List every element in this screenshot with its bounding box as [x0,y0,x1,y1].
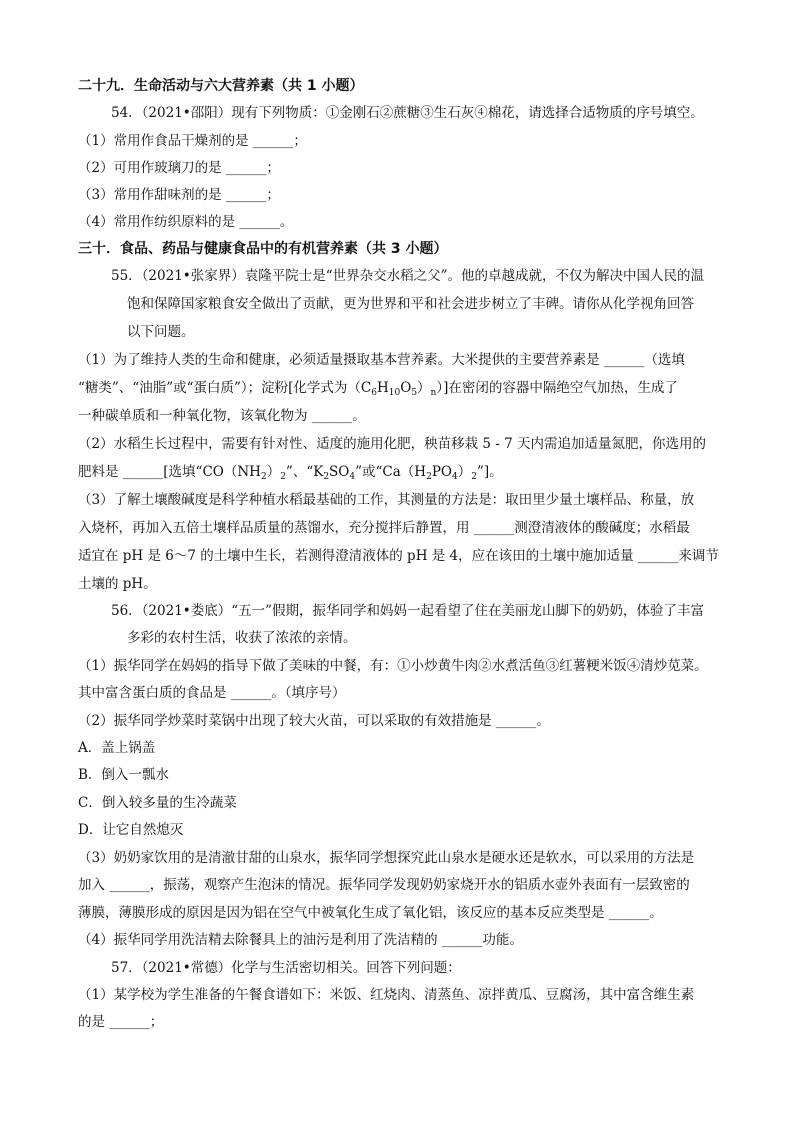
question-55-stem-line-3: 以下问题。 [127,324,195,340]
question-55-part-3-line-1: （3）了解土壤酸碱度是科学种植水稻最基础的工作，其测量的方法是：取田里少量土壤样品、称量，放 [78,492,695,508]
question-54-stem: 54．（2021•邵阳）现有下列物质：①金刚石②蔗糖③生石灰④棉花，请选择合适物质的序号填空。 [111,105,704,121]
question-55-stem-line-1: 55．（2021•张家界）袁隆平院士是“世界杂交水稻之父”。他的卓越成就，不仅为解决中国人民的温 [111,268,705,284]
question-56-part-3-line-3: 薄膜，薄膜形成的原因是因为铝在空气中被氧化生成了氧化铝，该反应的基本反应类型是 ______。 [78,905,663,921]
question-54-part-4: （4）常用作纺织原料的是 ______。 [78,214,294,230]
question-57-stem: 57．（2021•常德）化学与生活密切相关。回答下列问题： [111,960,461,976]
question-54-part-3: （3）常用作甜味剂的是 ______； [78,187,280,203]
question-56-part-4: （4）振华同学用洗洁精去除餐具上的油污是利用了洗洁精的 ______功能。 [78,932,523,948]
question-56-part-2: （2）振华同学炒菜时菜锅中出现了较大火苗，可以采取的有效措施是 ______。 [78,713,550,729]
question-56-part-3-line-1: （3）奶奶家饮用的是清澈甘甜的山泉水，振华同学想探究此山泉水是硬水还是软水，可以采用的方法是 [78,850,695,866]
question-57-part-1-line-2: 的是 ______； [78,1014,164,1030]
question-56-part-1-line-1: （1）振华同学在妈妈的指导下做了美味的中餐，有：①小炒黄牛肉②水煮活鱼③红薯粳米饭④清炒苋菜。 [78,658,708,674]
question-55-part-1-line-2: “糖类”、“油脂”或“蛋白质”）；淀粉[化学式为$(C_6H_{10}O_5)_n$）]在密闭的容器中隔绝空气加热，生成了 [78,380,678,398]
question-56-option-a: A．盖上锅盖 [78,740,156,756]
question-57-part-1-line-1: （1）某学校为学生准备的午餐食谱如下：米饭、红烧肉、清蒸鱼、凉拌黄瓜、豆腐汤，其中富含维生素 [78,987,695,1003]
question-56-stem-line-1: 56．（2021•娄底）“五一”假期，振华同学和妈妈一起看望了住在美丽龙山脚下的奶奶，体验了丰富 [111,603,705,619]
section-heading-30: 三十．食品、药品与健康食品中的有机营养素（共 3 小题） [78,241,448,257]
question-56-option-c: C．倒入较多量的生冷蔬菜 [78,795,237,811]
question-56-option-b: B．倒入一瓢水 [78,767,169,783]
question-55-part-1-line-3: 一种碳单质和一种氧化物，该氧化物为 ______。 [78,408,366,424]
question-55-part-3-line-4: 土壤的 pH。 [78,576,157,592]
question-56-option-d: D．让它自然熄灭 [78,822,184,838]
question-56-part-1-line-2: 其中富含蛋白质的食品是 ______。（填序号） [78,685,346,701]
question-55-stem-line-2: 饱和保障国家粮食安全做出了贡献，更为世界和平和社会进步树立了丰碑。请你从化学视角回答 [127,296,694,312]
question-54-part-2: （2）可用作玻璃刀的是 ______； [78,160,280,176]
question-56-part-3-line-2: 加入 ______，振荡，观察产生泡沫的情况。振华同学发现奶奶家烧开水的铝质水壶外表面有一层致密的 [78,877,690,893]
question-55-part-2-line-1: （2）水稻生长过程中，需要有针对性、适度的施用化肥，秧苗移栽 5 - 7 天内需追加适量氮肥，你选用的 [78,436,706,452]
question-55-part-3-line-2: 入烧杯，再加入五倍土壤样品质量的蒸馏水，充分搅拌后静置，用 ______测澄清液体的酸碱度；水稻最 [78,520,690,536]
question-56-stem-line-2: 多彩的农村生活，收获了浓浓的亲情。 [127,630,357,646]
question-55-part-1-line-1: （1）为了维持人类的生命和健康，必须适量摄取基本营养素。大米提供的主要营养素是 ______（选填 [78,352,685,368]
section-heading-29: 二十九．生命活动与六大营养素（共 1 小题） [78,78,364,94]
question-54-part-1: （1）常用作食品干燥剂的是 ______； [78,133,307,149]
question-55-part-3-line-3: 适宜在 pH 是 6～7 的土壤中生长，若测得澄清液体的 pH 是 4，应在该田的土壤中施加适量 ______来调节 [78,548,719,564]
question-55-part-2-line-2: 肥料是 ______[选填“$CO(NH_2)_2$”、“$K_2SO_4$”或“$Ca(H_2PO_4)_2$”]。 [78,464,503,482]
